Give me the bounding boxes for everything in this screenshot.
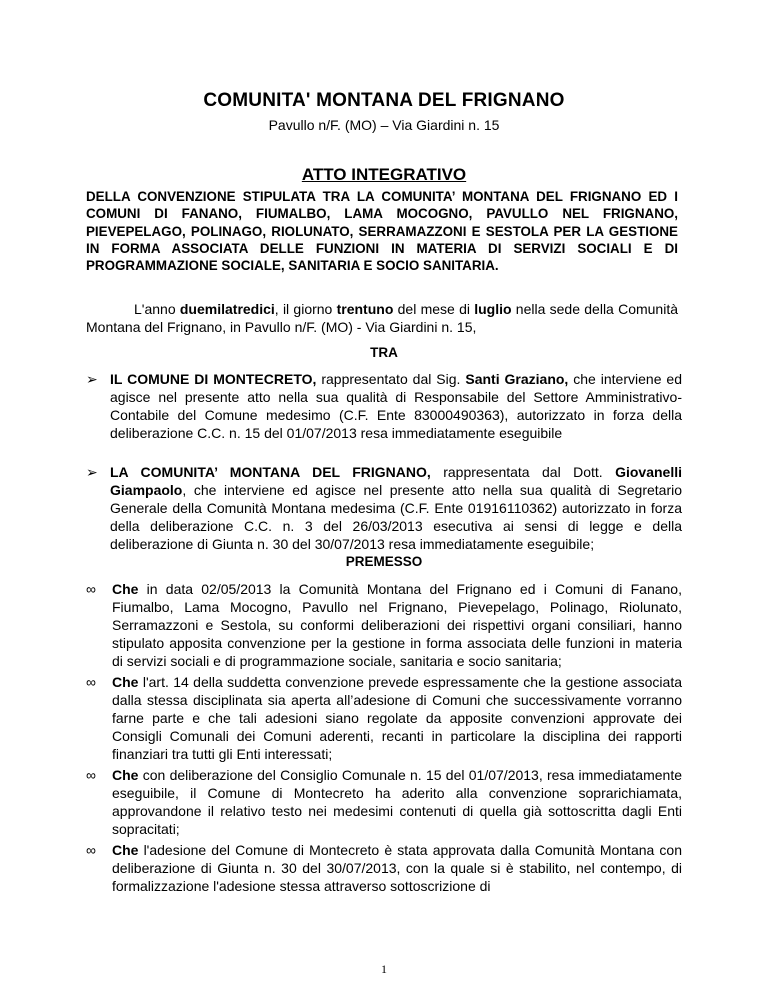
party-item [86,370,682,442]
premise-lead: Che [112,842,139,858]
document-subject: DELLA CONVENZIONE STIPULATA TRA LA COMUNITA’ MONTANA DEL FRIGNANO ED I COMUNI DI FANANO, FIUMALBO, LAMA MOCOGNO, PAVULLO NEL FRIGNANO, PIEVEPELAGO, POLINAGO, RIOLUNATO, SERRAMAZZONI E SESTOLA PER LA GESTIONE IN FORMA ASSOCIATA DELLE FUNZIONI IN MATERIA DI SERVIZI SOCIALI E DI PROGRAMMAZIONE SOCIALE, SANITARIA E SOCIO SANITARIA. [86,189,678,274]
premise-lead: Che [112,674,139,690]
party-name: LA COMUNITA’ MONTANA DEL FRIGNANO, [110,464,431,480]
premise-item [86,841,682,895]
page-number: 1 [381,962,387,976]
party-representative: Giovanelli Giampaolo [110,464,682,498]
party-text-segment: rappresentata dal Dott. [430,464,616,480]
premise-text [112,580,682,670]
document-title: ATTO INTEGRATIVO [301,165,467,184]
heading-tra: TRA [370,345,398,360]
intro-text-1: L'anno [134,301,180,317]
heading-premesso: PREMESSO [345,554,423,569]
infinity-bullet-icon: ∞ [86,674,96,690]
intro-text-4: nella sede della Comunità Montana del Frignano, in Pavullo n/F. (MO) - Via Giardini n. 15, [86,301,679,335]
premise-text [112,841,682,895]
premise-body: l'adesione del Comune di Montecreto è stata approvata dalla Comunità Montana con deliberazione di Giunta n. 30 del 30/07/2013, con la quale si è stabilito, nel contempo, di formalizzazione l'adesione stessa attraverso sottoscrizione di [112,842,682,894]
premise-body: con deliberazione del Consiglio Comunale n. 15 del 01/07/2013, resa immediatamente eseguibile, il Comune di Montecreto ha aderito alla convenzione soprarichiamata, approvandone il relativo testo nei medesimi contenuti di quella già sottoscritta dagli Enti sopracitati; [112,767,682,837]
premises-list [86,580,682,898]
infinity-bullet-icon: ∞ [86,767,96,783]
premise-item [86,673,682,763]
party-item [86,463,682,553]
infinity-bullet-icon: ∞ [86,842,96,858]
intro-text-2: , il giorno [274,301,337,317]
premise-item [86,766,682,838]
premise-lead: Che [112,767,139,783]
organization-title: COMUNITA' MONTANA DEL FRIGNANO [203,90,565,111]
party-text [110,463,682,553]
organization-address: Pavullo n/F. (MO) – Via Giardini n. 15 [268,117,500,133]
arrow-bullet-icon: ➢ [86,371,98,387]
arrow-bullet-icon: ➢ [86,464,98,480]
premise-lead: Che [112,581,139,597]
party-text-segment: rappresentato dal Sig. [316,371,466,387]
party-text-segment: che interviene ed agisce nel presente atto nella sua qualità di Responsabile del Settore Amministrativo-Contabile del Comune medesimo (C.F. Ente 83000490363), autorizzato in forza della deliberazione C.C. n. 15 del 01/07/2013 resa immediatamente eseguibile [110,371,682,441]
premise-body: l'art. 14 della suddetta convenzione prevede espressamente che la gestione associata dalla stessa disciplinata sia aperta all’adesione di Comuni che successivamente vorranno farne parte e che tali adesioni siano regolate da apposite convenzioni approvate dei Consigli Comunali dei Comuni aderenti, recanti in particolare la disciplina dei rapporti finanziari tra tutti gli Enti interessati; [112,674,682,762]
party-representative: Santi Graziano, [465,371,569,387]
infinity-bullet-icon: ∞ [86,581,96,597]
premise-body: in data 02/05/2013 la Comunità Montana del Frignano ed i Comuni di Fanano, Fiumalbo, Lama Mocogno, Pavullo nel Frignano, Pievepelago, Polinago, Riolunato, Serramazzoni e Sestola, su conformi deliberazioni dei rispettivi organi consiliari, hanno stipulato apposita convenzione per la gestione in forma associata delle funzioni in materia di servizi sociali e di programmazione sociale, sanitaria e socio sanitaria; [112,581,682,669]
premise-item [86,580,682,670]
party-text-segment: , che interviene ed agisce nel presente atto nella sua qualità di Segretario Generale della Comunità Montana medesima (C.F. Ente 01916110362) autorizzato in forza della deliberazione C.C. n. 3 del 26/03/2013 esecutiva ai sensi di legge e della deliberazione di Giunta n. 30 del 30/07/2013 resa immediatamente eseguibile; [110,482,682,552]
intro-year: duemilatredici [179,301,275,317]
intro-paragraph [86,300,678,336]
intro-text-3: del mese di [393,301,475,317]
premise-text [112,766,682,838]
premise-text [112,673,682,763]
party-name: IL COMUNE DI MONTECRETO, [110,371,317,387]
intro-month: luglio [474,301,512,317]
party-text [110,370,682,442]
intro-day: trentuno [336,301,394,317]
